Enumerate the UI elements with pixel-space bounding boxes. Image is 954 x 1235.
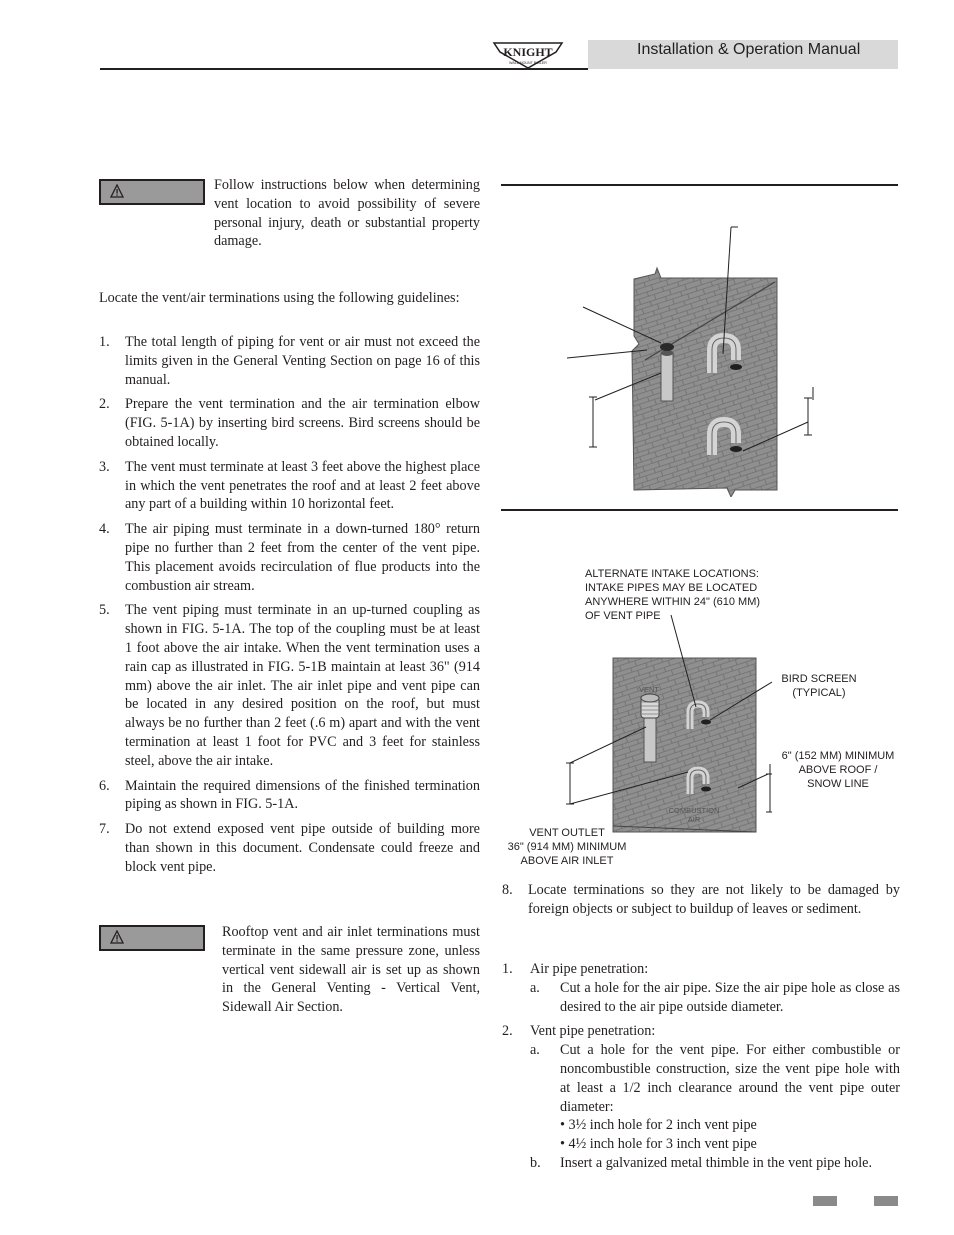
figure-b-rule: [501, 509, 898, 511]
list-item: 3. The vent must terminate at least 3 feet above the highest place in which the vent penetrates the roof and at least 2 feet above any part of a building within 10 horizontal feet.: [99, 458, 480, 513]
warning-badge: [99, 179, 205, 205]
warning2-text: Rooftop vent and air inlet terminations must terminate in the same pressure zone, unless vertical vent sidewall air is set up as shown in the General Venting - Vertical Vent, Sidewall Air Section.: [222, 924, 480, 1016]
sub-item: a. Cut a hole for the vent pipe. For either combustible or noncombustible construction, size the vent pipe hole with at least a 1/2 inch clearance around the vent pipe outer diameter: • 3½ inch hole for 2 inch vent pipe • 4½ inch hole for 3 inch vent pipe: [530, 1042, 900, 1153]
figure-5-1b: [560, 612, 772, 836]
sub-item: b. Insert a galvanized metal thimble in the vent pipe hole.: [530, 1154, 873, 1171]
knight-logo: [492, 40, 564, 70]
logo-text: KNIGHT: [503, 45, 553, 59]
min-above-roof-label: 6" (152 MM) MINIMUM ABOVE ROOF / SNOW LINE: [781, 750, 895, 790]
vent-outlet-label: VENT OUTLET 36" (914 MM) MINIMUM ABOVE AIR INLET: [507, 827, 627, 867]
warning-badge: [99, 925, 205, 951]
logo-subtext: WALL MOUNT BOILER: [509, 61, 547, 65]
penetration-list: [502, 960, 900, 1173]
list-item: 7. Do not extend exposed vent pipe outside of building more than shown in this document. Condensate could freeze and block vent pipe.: [99, 821, 480, 875]
alt-intake-label: ALTERNATE INTAKE LOCATIONS: INTAKE PIPES MAY BE LOCATED ANYWHERE WITHIN 24" (610 MM) OF VENT PIPE: [585, 568, 761, 622]
list-item: 5. The vent piping must terminate in an up-turned coupling as shown in FIG. 5-1A. The top of the coupling must be at least 1 foot above the air intake. When the vent termination uses a rain cap as illustrated in FIG. 5-1B maintain at least 36" (914 mm) above the air inlet. The air inlet pipe and vent pipe can be located in any desired position on the roof, but must always be no further than 2 feet (.6 m) apart and with the vent termination at least 1 foot for PVC and 3 feet for stainless steel, above the air intake.: [99, 602, 480, 769]
list-item: 2. Prepare the vent termination and the air termination elbow (FIG. 5-1A) by inserting bird screens. Bird screens should be obtained locally.: [99, 396, 480, 450]
figure-5-1a: [555, 222, 825, 497]
list-item: 1. The total length of piping for vent or air must not exceed the limits given in the General Venting Section on page 16 of this manual.: [99, 334, 480, 388]
list-item: 1. Air pipe penetration:: [502, 961, 649, 977]
list-item: 2. Vent pipe penetration:: [502, 1023, 656, 1040]
list-item: 6. Maintain the required dimensions of the finished termination piping as shown in FIG. 5-1A.: [99, 777, 480, 813]
figure-a-rule: [501, 184, 898, 186]
vent-small-label: VENT: [639, 685, 660, 694]
bird-screen-label: BIRD SCREEN (TYPICAL): [781, 673, 857, 699]
sub-item: a. Cut a hole for the air pipe. Size the air pipe hole as close as desired to the air pipe outside diameter.: [530, 979, 900, 1015]
footer-mark: [874, 1196, 898, 1206]
manual-title: Installation & Operation Manual: [637, 41, 861, 58]
guidelines-list: [99, 333, 480, 877]
list-item: 8. Locate terminations so they are not likely to be damaged by foreign objects or subject to buildup of leaves or sediment.: [502, 882, 900, 917]
combustion-air-label: COMBUSTION AIR: [668, 806, 720, 824]
warning1-text: Follow instructions below when determining vent location to avoid possibility of severe personal injury, death or substantial property damage.: [214, 177, 480, 250]
warning-icon: [110, 930, 124, 944]
warning-icon: [110, 184, 124, 198]
guideline-8: [502, 881, 900, 919]
footer-mark: [813, 1196, 837, 1206]
list-item: 4. The air piping must terminate in a down-turned 180° return pipe no further than 2 feet from the center of the vent pipe. This placement avoids recirculation of flue products into the combustion air stream.: [99, 521, 480, 594]
intro-text: Locate the vent/air terminations using the following guidelines:: [99, 290, 460, 306]
